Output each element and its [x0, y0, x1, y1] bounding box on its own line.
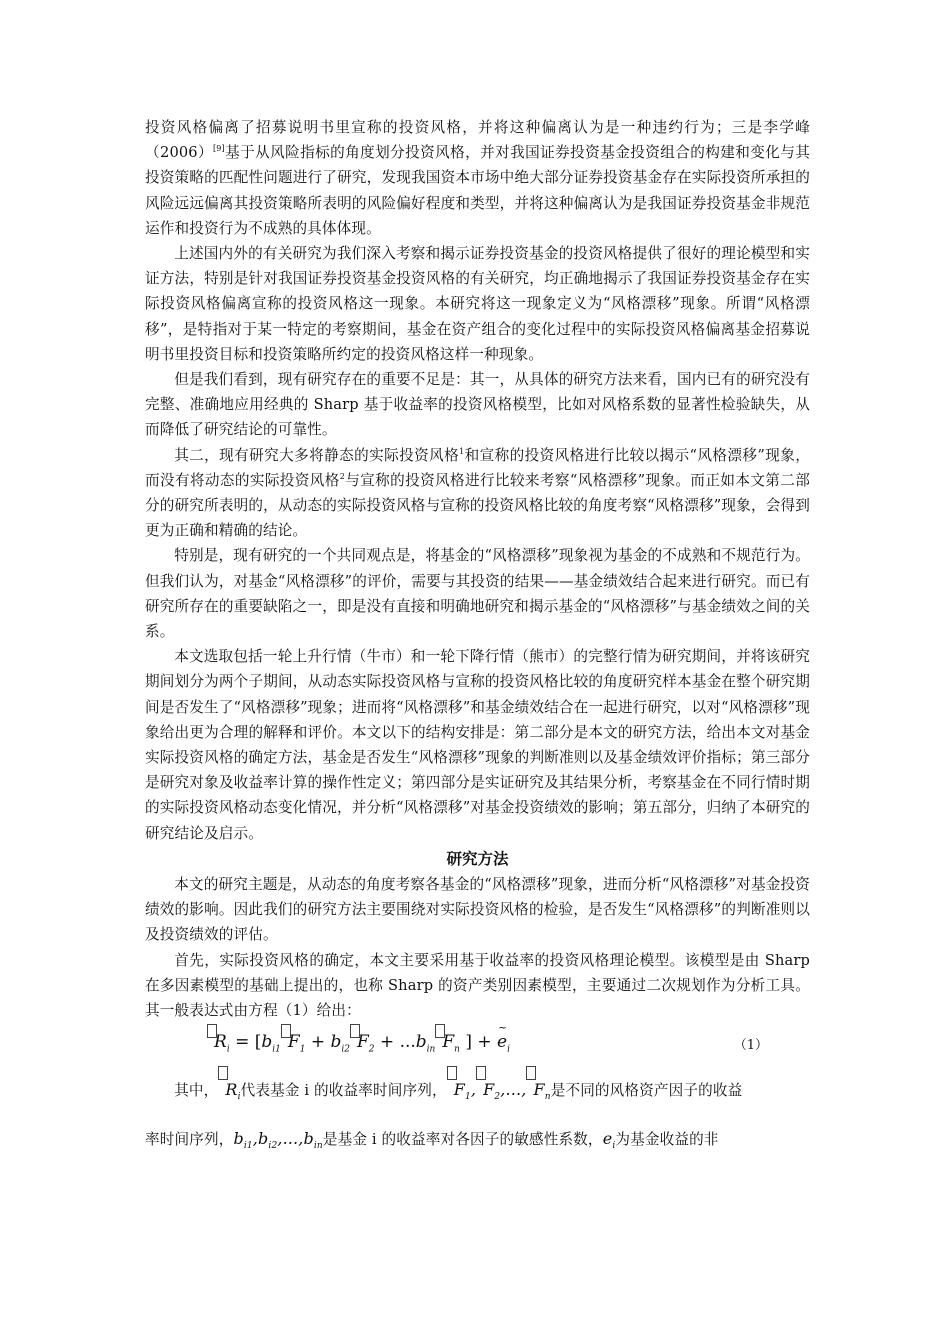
equation-number: （1） [733, 1038, 768, 1054]
method-paragraph [145, 948, 810, 1024]
equation-1 [145, 1025, 810, 1069]
paragraph-text: 投资风格偏离了招募说明书里宣称的投资风格，并将这种偏离认为是一种违约行为；三是李学峰（2006） [145, 119, 810, 162]
paragraph-text: 本文选取包括一轮上升行情（牛市）和一轮下降行情（熊市）的完整行情为研究期间，并将该研究期间划分为两个子期间，从动态实际投资风格与宣称的投资风格比较的角度研究样本基金在整个研究期间是否发生了“风格漂移”现象；进而将“风格漂移”和基金绩效结合在一起进行研究，以对“风格漂移”现象给出更为合理的解释和评价。本文以下的结构安排是：第二部分是本文的研究方法，给出本文对基金实际投资风格的确定方法，基金是否发生“风格漂移”现象的判断准则以及基金绩效评价指标；第三部分是研究对象及收益率计算的操作性定义；第四部分是实证研究及其结果分析，考察基金在不同行情时期的实际投资风格动态变化情况，并分析“风格漂移”对基金投资绩效的影响；第五部分，归纳了本研究的研究结论及启示。 [145, 648, 810, 842]
intro-paragraph [145, 543, 810, 644]
intro-paragraph [145, 644, 810, 846]
equation-lhs: $R_i$ [207, 1032, 230, 1052]
paragraph-text: 其二，现有研究大多将静态的实际投资风格 [174, 446, 460, 464]
paragraph-text: 但是我们看到，现有研究存在的重要不足是：其一，从具体的研究方法来看，国内已有的研究没有完整、准确地应用经典的 Sharp 基于收益率的投资风格模型，比如对风格系数的显著性检验缺失，从而降低了研究结论的可靠性。 [145, 371, 810, 439]
intro-paragraph [145, 443, 810, 544]
paragraph-text: 本文的研究主题是，从动态的角度考察各基金的“风格漂移”现象，进而分析“风格漂移”对基金投资绩效的影响。因此我们的研究方法主要围绕对实际投资风格的检验，是否发生“风格漂移”的判断准则以及投资绩效的评估。 [145, 875, 810, 944]
section-heading: 研究方法 [446, 848, 509, 868]
paragraph-text: 特别是，现有研究的一个共同观点是，将基金的“风格漂移”现象视为基金的不成熟和不规范行为。但我们认为，对基金“风格漂移”的评价，需要与其投资的结果——基金绩效结合起来进行研究。而已有研究所存在的重要缺陷之一，即是没有直接和明确地研究和揭示基金的“风格漂移”与基金绩效之间的关系。 [145, 547, 810, 641]
paragraph-text: 首先，实际投资风格的确定，本文主要采用基于收益率的投资风格理论模型。该模型是由 Sharp 在多因素模型的基础上提出的，也称 Sharp 的资产类别因素模型，主要通过二次规划作为分析工具。其一般表达式由方程（1）给出： [145, 951, 810, 1019]
paragraph-text: 上述国内外的有关研究为我们深入考察和揭示证券投资基金的投资风格提供了很好的理论模型和实证方法，特别是针对我国证券投资基金投资风格的有关研究，均正确地揭示了我国证券投资基金存在实际投资风格偏离宣称的投资风格这一现象。本研究将这一现象定义为“风格漂移”现象。所谓“风格漂移”，是特指对于某一特定的考察期间，基金在资产组合的变化过程中的实际投资风格偏离基金招募说明书里投资目标和投资策略所约定的投资风格这样一种现象。 [145, 245, 810, 363]
body-text-intro [145, 115, 810, 846]
paper-page [145, 115, 810, 1167]
citation-superscript: 2 [339, 471, 345, 481]
body-text-method [145, 872, 810, 1023]
equation-formula: $R_i = [b_{i1}$ $F_1 + b_{i2}$ $F_2 + ...b_{in}$ $F_n$ ] + ~ $e_i$ [207, 1027, 510, 1064]
coefficients-line: 率时间序列，$b_{i1},b_{i2},...,b_{in}$是基金 i 的收益率对各因子的敏感性系数，$e_i$为基金收益的非 [145, 1129, 719, 1152]
intro-paragraph [145, 241, 810, 367]
citation-superscript: [9] [213, 144, 225, 154]
variable-definitions [145, 1069, 810, 1167]
paragraph-text: 基于从风险指标的角度划分投资风格，并对我国证券投资基金投资组合的构建和变化与其投资策略的匹配性问题进行了研究，发现我国资本市场中绝大部分证券投资基金存在实际投资所承担的风险远远偏离其投资策略所表明的风险偏好程度和类型，并将这种偏离认为是我国证券投资基金非规范运作和投资行为不成熟的具体体现。 [145, 144, 810, 237]
intro-paragraph [145, 367, 810, 443]
intro-paragraph [145, 115, 810, 241]
where-line: 其中， $R_i$代表基金 i 的收益率时间序列， $F_1$, $F_2$,..., $F_n$是不同的风格资产因子的收益 [145, 1069, 810, 1118]
paragraph-text: 与宣称的投资风格进行比较来考察“风格漂移”现象。而正如本文第二部分的研究所表明的，从动态的实际投资风格与宣称的投资风格比较的角度考察“风格漂移”现象，会得到更为正确和精确的结论。 [145, 471, 810, 540]
paragraph-text: 和宣称的投资风格进行比较以揭示“风格漂移”现象，而没有将动态的实际投资风格 [145, 446, 810, 489]
citation-superscript: 1 [459, 446, 465, 456]
method-paragraph [145, 872, 810, 948]
